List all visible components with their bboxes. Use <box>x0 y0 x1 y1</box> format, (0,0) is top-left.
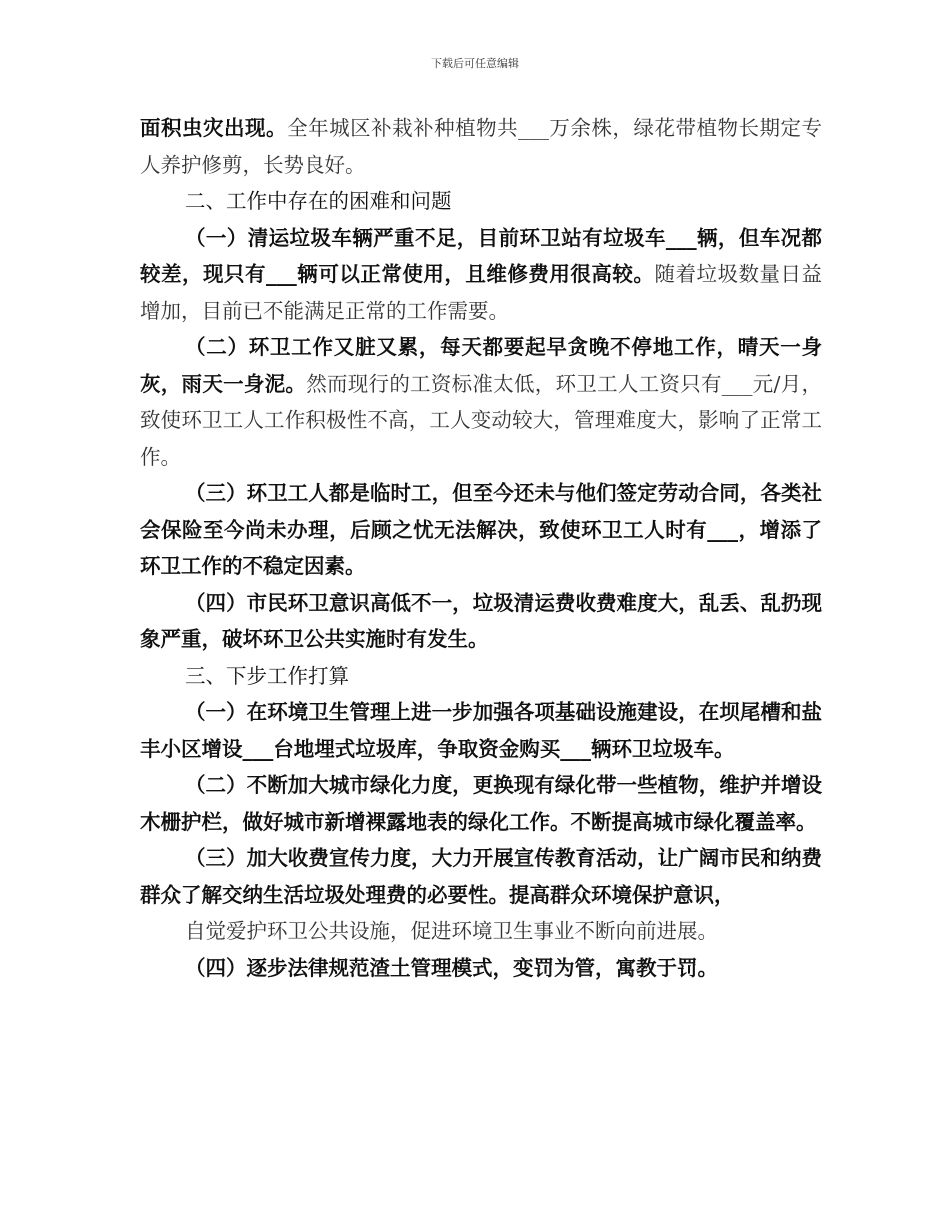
paragraph-plan-4 <box>140 950 822 987</box>
section-heading-next-steps: 三、下步工作打算 <box>185 663 349 688</box>
paragraph-greening <box>140 110 822 183</box>
normal-text: 全年城区补栽补种植物共___万余株，绿花带植物长期定专人养护修剪，长势良好。 <box>140 116 823 177</box>
paragraph-plan-3 <box>140 840 822 913</box>
bold-text: 面积虫灾出现。 <box>140 116 288 140</box>
page-header: 下载后可任意编辑 <box>431 57 519 70</box>
paragraph-plan-1 <box>140 694 822 767</box>
normal-text: 自觉爱护环卫公共设施，促进环境卫生事业不断向前进展。 <box>185 919 718 943</box>
bold-text: （一）在环境卫生管理上进一步加强各项基础设施建设，在坝尾槽和盐丰小区增设___台地埋式垃圾库，争取资金购买___辆环卫垃圾车。 <box>140 700 822 761</box>
paragraph-plan-3-continued <box>140 913 822 950</box>
normal-text: 然而现行的工资标准太低，环卫工人工资只有___元/月，致使环卫工人工作积极性不高，工人变动较大，管理难度大，影响了正常工作。 <box>140 371 823 469</box>
bold-text: （三）环卫工人都是临时工，但至今还未与他们签定劳动合同，各类社会保险至今尚未办理，后顾之忧无法解决，致使环卫工人时有___，增添了环卫工作的不稳定因素。 <box>140 481 822 578</box>
bold-text: （三）加大收费宣传力度，大力开展宣传教育活动，让广阔市民和纳费群众了解交纳生活垃圾处理费的必要性。提高群众环境保护意识， <box>140 846 822 907</box>
paragraph-problem-2 <box>140 329 822 475</box>
bold-text: （二）环卫工作又脏又累，每天都要起早贪晚不停地工作，晴天一身灰，雨天一身泥。 <box>140 335 822 396</box>
bold-text: （四）逐步法律规范渣土管理模式，变罚为管，寓教于罚。 <box>185 955 718 980</box>
normal-text: 随着垃圾数量日益增加，目前已不能满足正常的工作需要。 <box>140 262 823 323</box>
bold-text: （四）市民环卫意识高低不一，垃圾清运费收费难度大，乱丢、乱扔现象严重，破坏环卫公共实施时有发生。 <box>140 590 822 651</box>
paragraph-problem-1 <box>140 220 822 330</box>
paragraph-problem-3 <box>140 475 822 585</box>
paragraph-problem-4 <box>140 585 822 658</box>
document-body <box>140 110 822 986</box>
bold-text: （二）不断加大城市绿化力度，更换现有绿化带一些植物，维护并增设木栅护栏，做好城市新增裸露地表的绿化工作。不断提高城市绿化覆盖率。 <box>140 773 822 834</box>
paragraph-plan-2 <box>140 767 822 840</box>
section-heading-problems: 二、工作中存在的困难和问题 <box>185 189 452 213</box>
bold-text: （一）清运垃圾车辆严重不足，目前环卫站有垃圾车___辆，但车况都较差，现只有___辆可以正常使用，且维修费用很高较。 <box>140 225 822 286</box>
